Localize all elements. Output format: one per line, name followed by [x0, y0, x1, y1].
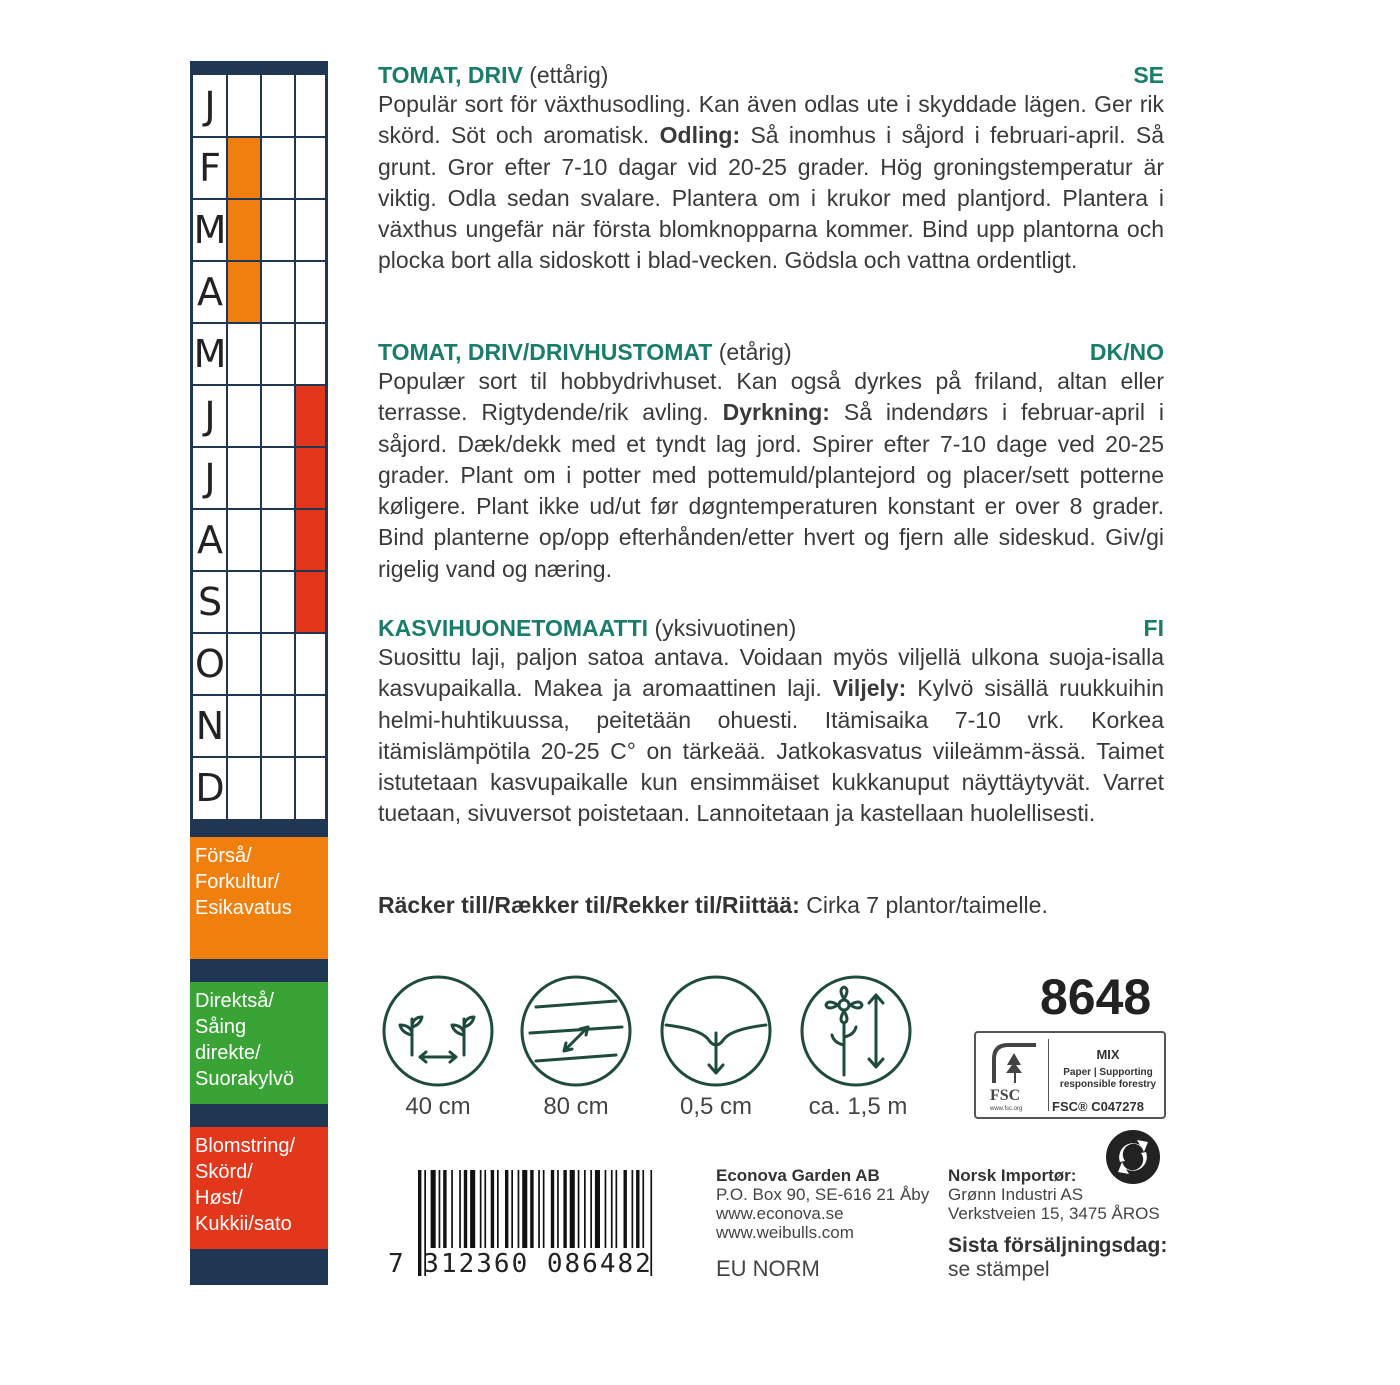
fsc-code: FSC® C047278 [1052, 1099, 1144, 1114]
recycle-icon [1104, 1128, 1162, 1186]
calendar-cell [261, 633, 295, 695]
month-letter: M [193, 208, 227, 252]
grid-line [193, 136, 325, 138]
barcode-bar [451, 1170, 453, 1248]
company-web: www.econova.se [716, 1204, 844, 1223]
barcode-bar [491, 1170, 494, 1248]
fsc-paper-line: Paper | Supporting [1063, 1067, 1153, 1078]
month-row [193, 447, 325, 509]
month-row [193, 137, 325, 199]
body-bold: Viljely: [832, 675, 907, 702]
body-text: Populär sort för växthusodling. Kan även odlas ute i skyddade lägen. Ger rik skörd. Söt och aromatisk. [378, 91, 1164, 149]
month-letter: J [204, 456, 216, 500]
fsc-tree-icon [988, 1039, 1040, 1089]
legend-direct-sowing [190, 982, 328, 1104]
sell-by-value: se stämpel [948, 1258, 1050, 1281]
legend-line: Skörd/ [195, 1161, 253, 1183]
yield-label: Räcker till/Rækker til/Rekker til/Riittää: [378, 892, 800, 918]
barcode-bar [616, 1170, 618, 1248]
body-text: Så indendørs i februar-april i såjord. Dæk/dekk med et tyndt lag jord. Spirer efter 7-10 dage ved 20-25 grader. Plant om i potter med pottemuld/plantejord og placer/sett potterne køligere. Plant ikke ud/ut før døgntemperaturen konstant er over 8 grader. Bind planterne op/opp efterhånden/etter hvert og fjern alle sideskud. Giv/gi rigelig vand og næring. [378, 399, 1164, 582]
barcode-bar [511, 1170, 513, 1248]
month-row [193, 757, 325, 819]
barcode-bar [443, 1170, 446, 1248]
calendar-cell [227, 633, 261, 695]
grid-line [193, 446, 325, 448]
calendar-cell [261, 75, 295, 137]
section-heading [378, 614, 1164, 642]
variety-note: (yksivuotinen) [654, 615, 797, 641]
calendar-cell [227, 695, 261, 757]
barcode-bar [459, 1170, 461, 1248]
month-row [193, 261, 325, 323]
importer-title: Norsk Importør: [948, 1166, 1077, 1185]
calendar-cell [295, 695, 325, 757]
barcode-bar [624, 1170, 627, 1248]
body-text: Kylvö sisällä ruukkuihin helmi-huhtikuussa, peitetään ohuesti. Itämisaika 7-10 vrk. Korkea itämislämpötila 20-25 C° on tärkeää. Jatkokasvatus viileämm-ässä. Taimet istutetaan kasvupaikalle kun ensimmäiset kukkanuput näyttäytyvät. Varret tuetaan, sivuversot poistetaan. Lannoitetaan ja kastellaan huolellisesti. [378, 675, 1164, 827]
barcode-bar [484, 1170, 486, 1248]
fsc-mix: MIX [1096, 1047, 1120, 1062]
calendar-cell [261, 323, 295, 385]
barcode-bar [578, 1170, 580, 1248]
section-body [378, 89, 1164, 277]
row-spacing-icon [520, 975, 632, 1087]
legend-line: Høst/ [195, 1187, 243, 1209]
barcode-bar [551, 1170, 554, 1248]
calendar-cell [227, 199, 261, 261]
barcode-bar [605, 1170, 607, 1248]
month-row [193, 385, 325, 447]
calendar-cell [227, 757, 261, 819]
body-text: Populær sort til hobbydrivhuset. Kan også dyrkes på friland, altan eller terrasse. Rigtydende/rik avling. [378, 368, 1164, 426]
barcode-bar [636, 1170, 639, 1248]
month-row [193, 571, 325, 633]
section-danish-norwegian [378, 338, 1164, 585]
legend-harvest [190, 1127, 328, 1249]
calendar-cell [261, 695, 295, 757]
calendar-cell [261, 509, 295, 571]
section-heading [378, 338, 1164, 366]
barcode-bar [522, 1170, 527, 1248]
calendar-cell [295, 323, 325, 385]
article-number: 8648 [1040, 969, 1152, 1025]
plant-height-label: ca. 1,5 m [808, 1093, 908, 1120]
barcode-bar [595, 1170, 600, 1248]
barcode-digits: 7 312360 086482 [388, 1249, 653, 1279]
calendar-cell [261, 757, 295, 819]
legend-line: Förså/ [195, 845, 252, 867]
barcode-bar [431, 1170, 436, 1248]
language-code: SE [1133, 62, 1164, 88]
calendar-cell [295, 75, 325, 137]
language-code: DK/NO [1089, 339, 1164, 365]
calendar-cell [261, 261, 295, 323]
barcode-bar [464, 1170, 467, 1248]
calendar-cell [227, 261, 261, 323]
calendar-cell [227, 137, 261, 199]
company-name: Econova Garden AB [716, 1166, 880, 1185]
body-text: Suosittu laji, paljon satoa antava. Voidaan myös viljellä ulkona suoja-isalla kasvupaikalla. Makea ja aromaattinen laji. [378, 644, 1164, 702]
fsc-label [974, 1031, 1166, 1119]
calendar-cell [295, 261, 325, 323]
section-body [378, 642, 1164, 830]
barcode-bar [611, 1170, 613, 1248]
section-heading [378, 61, 1164, 89]
barcode-bar [538, 1170, 540, 1248]
calendar-cell [295, 633, 325, 695]
barcode-bar [439, 1170, 441, 1248]
variety-name: TOMAT, DRIV/DRIVHUSTOMAT [378, 339, 713, 365]
barcode-bar [505, 1170, 508, 1248]
barcode-bar [497, 1170, 499, 1248]
month-row [193, 323, 325, 385]
barcode-bar [590, 1170, 592, 1248]
plant-height-icon [800, 975, 912, 1087]
section-finnish [378, 614, 1164, 830]
month-letter: A [197, 270, 223, 314]
calendar-cell [261, 571, 295, 633]
legend-line: Såing [195, 1016, 247, 1038]
variety-note: (etårig) [718, 339, 792, 365]
fsc-paper-text [1056, 1067, 1160, 1091]
plant-spacing-icon [382, 975, 494, 1087]
legend-line: Direktså/ [195, 990, 274, 1012]
calendar-cell [261, 447, 295, 509]
company-address [716, 1166, 929, 1242]
calendar-cell [261, 199, 295, 261]
body-bold: Odling: [659, 122, 741, 149]
grid-line [193, 508, 325, 510]
barcode-bar [632, 1170, 634, 1248]
calendar-cell [295, 757, 325, 819]
month-row [193, 199, 325, 261]
grid-line [193, 570, 325, 572]
yield-value: Cirka 7 plantor/taimelle. [799, 892, 1048, 918]
calendar-cell [295, 199, 325, 261]
month-letter: O [195, 642, 225, 686]
calendar-cell [295, 137, 325, 199]
body-text: Så inomhus i såjord i februari-april. Så grunt. Gror efter 7-10 dagar vid 20-25 grader. Hög groningstemperatur är viktig. Odla sedan svalare. Plantera om i krukor med plantjord. Plantera i växthus ungefär när första blomknopparna kommer. Bind upp plantorna och plocka bort alla sidoskott i blad-vecken. Gödsla och vattna ordentligt. [378, 122, 1164, 274]
calendar-cell [227, 75, 261, 137]
grid-line [193, 756, 325, 758]
fsc-divider [1048, 1039, 1049, 1111]
importer-name: Grønn Industri AS [948, 1185, 1084, 1204]
section-body [378, 366, 1164, 585]
legend-line: Esikavatus [195, 897, 292, 919]
month-letter: J [204, 84, 216, 128]
month-letter: M [193, 332, 227, 376]
month-row [193, 695, 325, 757]
company-web: www.weibulls.com [716, 1223, 854, 1242]
fsc-paper-line: responsible forestry [1059, 1079, 1157, 1090]
plant-spacing-label: 40 cm [405, 1093, 471, 1120]
eu-norm: EU NORM [716, 1256, 820, 1281]
grid-line [193, 694, 325, 696]
month-grid [193, 75, 325, 819]
legend-line: Kukkii/sato [195, 1213, 292, 1235]
legend-line: Blomstring/ [195, 1135, 296, 1157]
sowing-depth-icon [660, 975, 772, 1087]
importer-street: Verkstveien 15, 3475 ÅROS [948, 1204, 1160, 1223]
legend-line: direkte/ [195, 1042, 261, 1064]
yield-info [378, 890, 1048, 920]
calendar-cell [261, 385, 295, 447]
fsc-url: www.fsc.org [990, 1106, 1023, 1112]
month-letter: S [197, 580, 223, 624]
month-row [193, 509, 325, 571]
month-row [193, 633, 325, 695]
calendar-cell [227, 323, 261, 385]
barcode-bar [584, 1170, 586, 1248]
sell-by-date [948, 1234, 1167, 1282]
calendar-cell [227, 447, 261, 509]
company-postal: P.O. Box 90, SE-616 21 Åby [716, 1185, 930, 1204]
grid-line [193, 632, 325, 634]
body-bold: Dyrkning: [722, 399, 830, 426]
barcode-bar [543, 1170, 545, 1248]
calendar-cell [227, 509, 261, 571]
month-letter: D [195, 766, 225, 810]
grid-line [193, 260, 325, 262]
variety-name: KASVIHUONETOMAATTI [378, 615, 649, 641]
calendar-cell [295, 385, 325, 447]
calendar-cell [295, 509, 325, 571]
barcode-bar [518, 1170, 520, 1248]
grid-line [193, 384, 325, 386]
month-row [193, 75, 325, 137]
sell-by-title: Sista försäljningsdag: [948, 1234, 1168, 1257]
fsc-logo-text: FSC [990, 1087, 1021, 1104]
legend-preculture [190, 837, 328, 959]
calendar-cell [227, 385, 261, 447]
barcode-bar [530, 1170, 533, 1248]
grid-line [193, 322, 325, 324]
variety-name: TOMAT, DRIV [378, 62, 523, 88]
calendar-cell [261, 137, 295, 199]
sowing-calendar [190, 61, 328, 1285]
language-code: FI [1143, 615, 1164, 641]
legend-line: Suorakylvö [195, 1068, 294, 1090]
calendar-cell [295, 571, 325, 633]
barcode-bar [470, 1170, 475, 1248]
barcode-bar [642, 1170, 644, 1248]
legend-line: Forkultur/ [195, 871, 280, 893]
month-letter: N [195, 704, 225, 748]
grid-line [193, 198, 325, 200]
barcode-bar [480, 1170, 482, 1248]
calendar-cell [295, 447, 325, 509]
barcode-bar [570, 1170, 575, 1248]
barcode-bar [563, 1170, 566, 1248]
row-spacing-label: 80 cm [543, 1093, 609, 1120]
sowing-depth-label: 0,5 cm [679, 1093, 753, 1120]
month-letter: F [199, 146, 221, 190]
barcode-bar [557, 1170, 559, 1248]
variety-note: (ettårig) [529, 62, 609, 88]
month-letter: A [197, 518, 223, 562]
month-letter: J [204, 394, 216, 438]
calendar-cell [227, 571, 261, 633]
section-swedish [378, 61, 1164, 277]
